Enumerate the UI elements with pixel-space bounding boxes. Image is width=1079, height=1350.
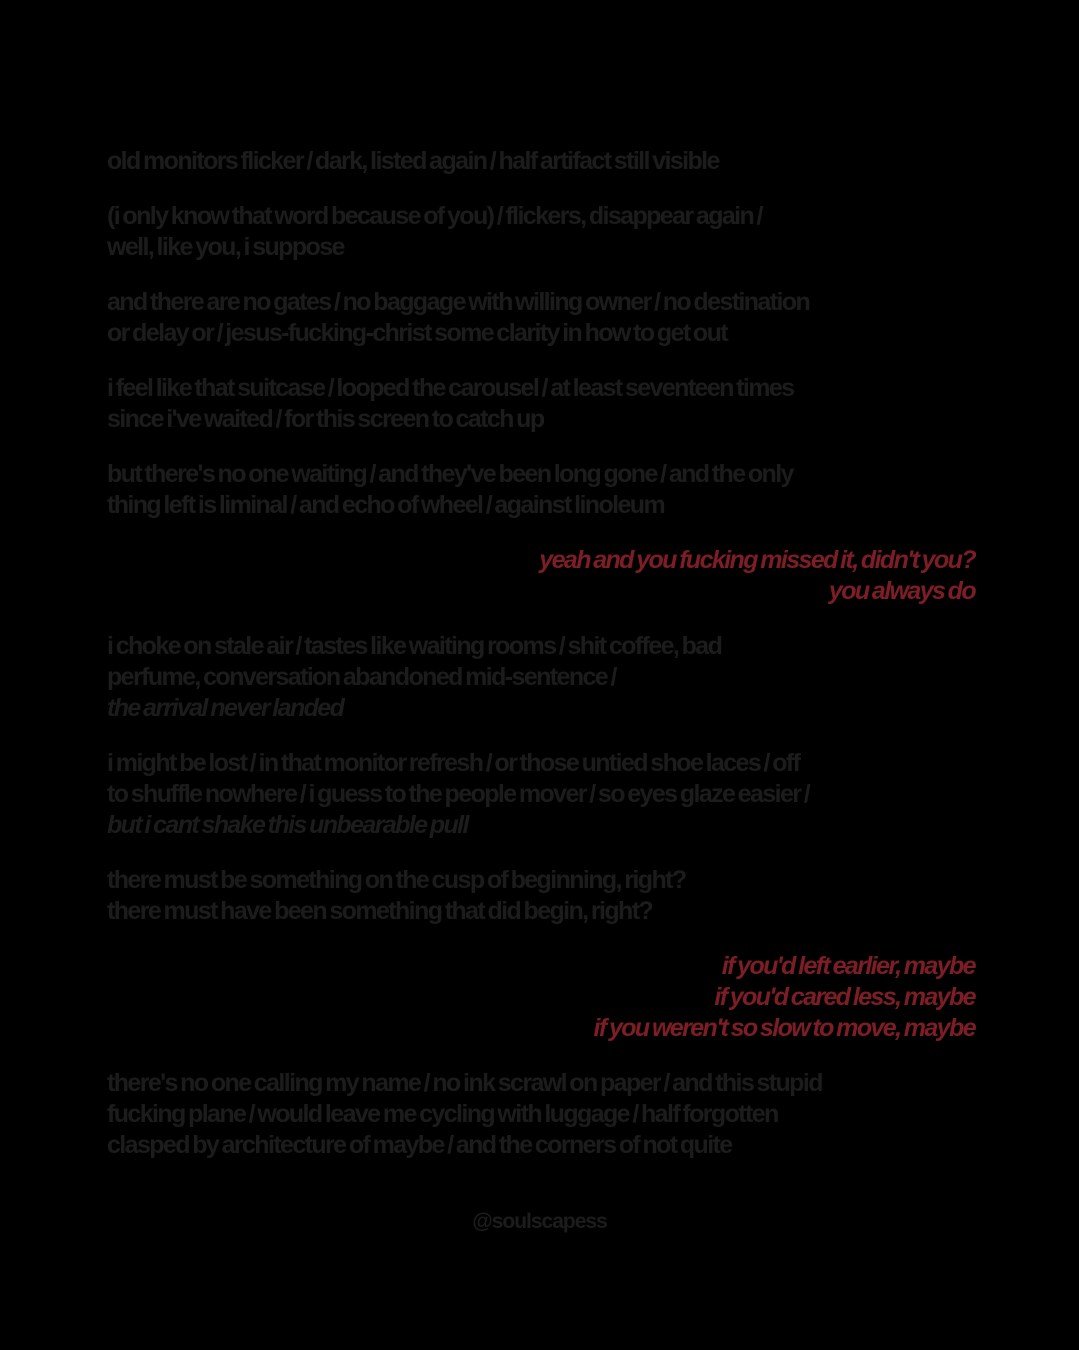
poem-line: but there's no one waiting / and they've been long gone / and the only [107, 460, 793, 488]
poem-line: and there are no gates / no baggage with willing owner / no destination [107, 288, 810, 316]
stanza-11 [107, 1068, 975, 1161]
poem-line: i choke on stale air / tastes like waiting rooms / shit coffee, bad [107, 632, 722, 660]
poem-line: there's no one calling my name / no ink scrawl on paper / and this stupid [107, 1069, 822, 1097]
italic-text: but i cant shake this unbearable pull [107, 811, 468, 839]
poem-line: thing left is liminal / and echo of wheel / against linoleum [107, 491, 665, 519]
stanza-8 [107, 748, 975, 841]
poem-line: well, like you, i suppose [107, 233, 344, 261]
accent-line: if you weren't so slow to move, maybe [593, 1014, 975, 1042]
italic-text: the arrival never landed [107, 694, 344, 722]
poem-line: there must have been something that did begin, right? [107, 897, 653, 925]
stanza-7 [107, 631, 975, 724]
stanza-6-accent [107, 545, 975, 607]
stanza-5 [107, 459, 975, 521]
accent-line: you always do [828, 577, 975, 605]
accent-line: yeah and you fucking missed it, didn't you? [539, 546, 975, 574]
accent-line: if you'd left earlier, maybe [721, 952, 975, 980]
poem-line: fucking plane / would leave me cycling with luggage / half forgotten [107, 1100, 778, 1128]
stanza-1 [107, 146, 975, 177]
stanza-10-accent [107, 951, 975, 1044]
poem-line: to shuffle nowhere / i guess to the people mover / so eyes glaze easier / [107, 780, 810, 808]
poem-line-italic [107, 693, 975, 724]
poem-line: or delay or / jesus-fucking-christ some clarity in how to get out [107, 319, 727, 347]
poem-line: i feel like that suitcase / looped the carousel / at least seventeen times [107, 374, 794, 402]
stanza-3 [107, 287, 975, 349]
poem-line: since i've waited / for this screen to catch up [107, 405, 544, 433]
poem-line: there must be something on the cusp of beginning, right? [107, 866, 686, 894]
author-handle: @soulscapess [472, 1210, 607, 1233]
poem-line-italic [107, 810, 975, 841]
stanza-2 [107, 201, 975, 263]
poem-line: clasped by architecture of maybe / and the corners of not quite [107, 1131, 732, 1159]
stanza-4 [107, 373, 975, 435]
poem-line: (i only know that word because of you) / flickers, disappear again / [107, 202, 762, 230]
poem-line: old monitors flicker / dark, listed again / half artifact still visible [107, 147, 719, 175]
poem-body [107, 146, 975, 1185]
stanza-9 [107, 865, 975, 927]
poem-line: i might be lost / in that monitor refresh / or those untied shoe laces / off [107, 749, 800, 777]
poem-line: perfume, conversation abandoned mid-sentence / [107, 663, 616, 691]
accent-line: if you'd cared less, maybe [714, 983, 975, 1011]
